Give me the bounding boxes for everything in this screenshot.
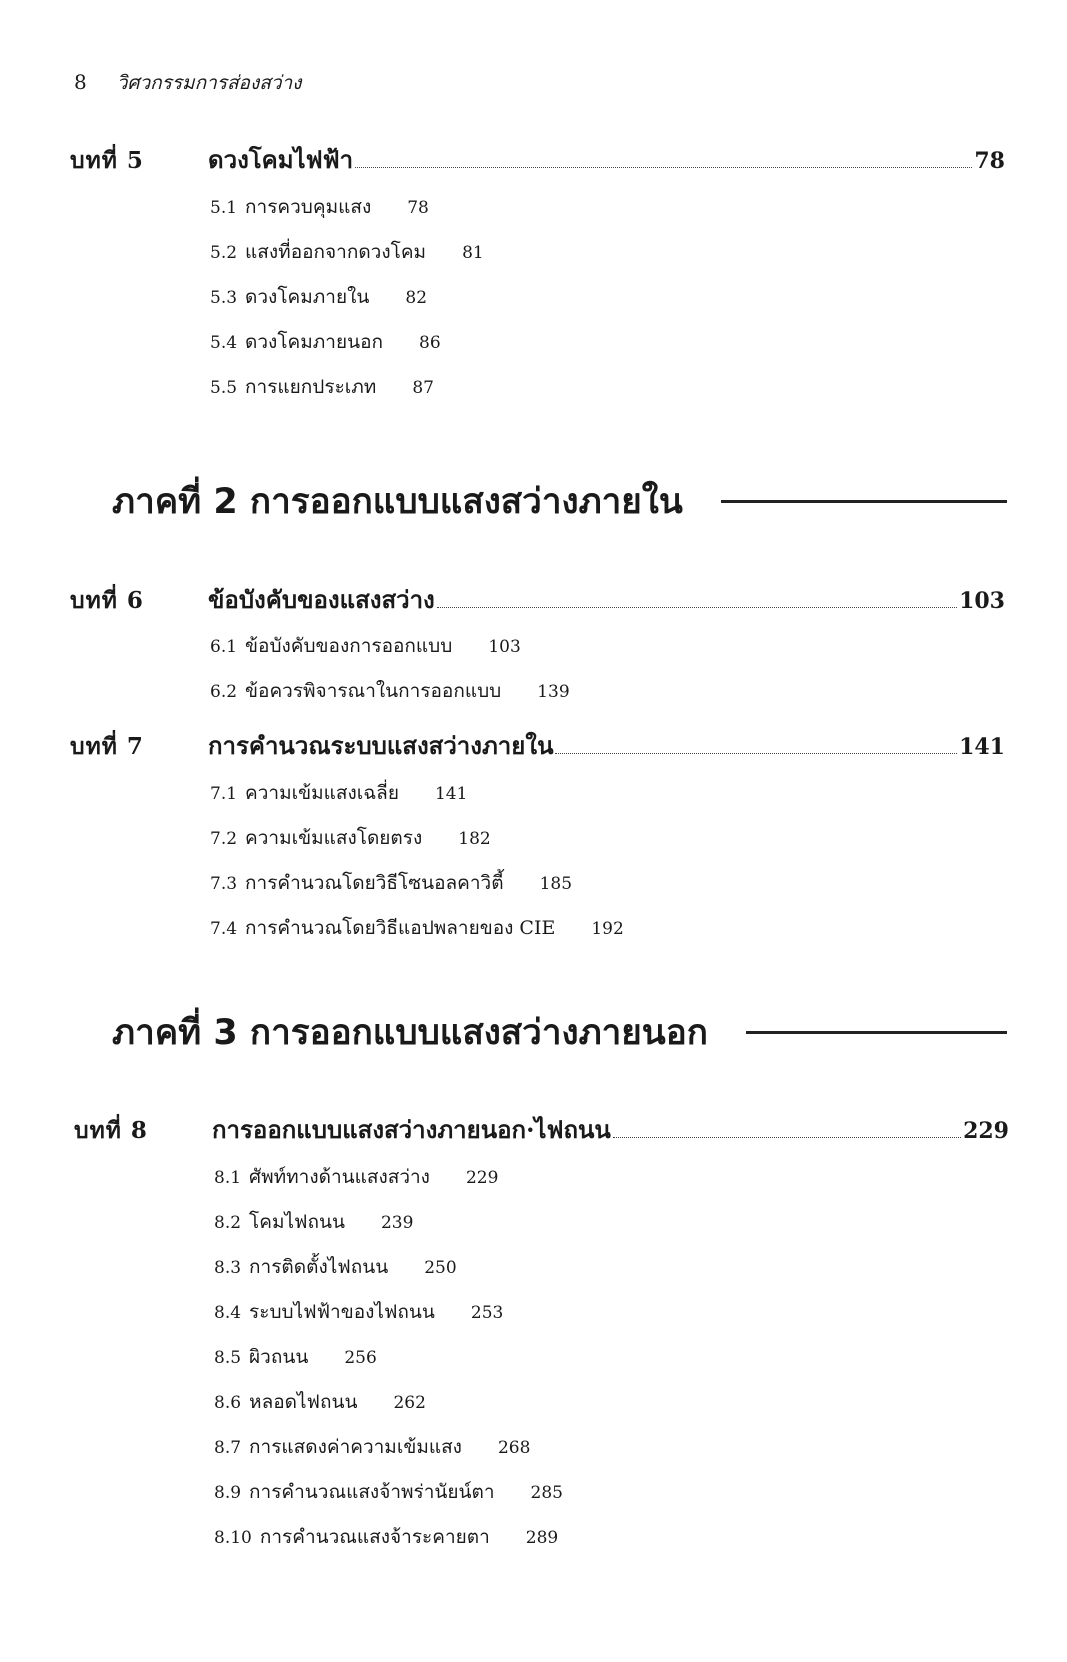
section-page: 81 [462, 243, 484, 263]
section-entry[interactable] [210, 778, 467, 808]
section-title: การคำนวณโดยวิธีโซนอลคาวิตี้ [245, 872, 504, 894]
chapter-title: ดวงโคมไฟฟ้า [208, 145, 354, 174]
section-page: 87 [412, 378, 434, 398]
section-entry[interactable] [210, 676, 570, 706]
section-entry[interactable] [210, 372, 434, 402]
chapter-page: 141 [959, 734, 1005, 760]
section-number: 8.1 [214, 1168, 242, 1188]
section-title: การควบคุมแสง [245, 196, 372, 218]
chapter-page: 229 [963, 1118, 1009, 1144]
chapter-label: บทที่ 5 [70, 147, 144, 174]
section-title: การติดตั้งไฟถนน [249, 1256, 389, 1278]
section-number: 6.2 [210, 682, 238, 702]
section-title: การแยกประเภท [245, 376, 377, 398]
section-entry[interactable] [214, 1387, 426, 1417]
part-2-heading [112, 474, 1007, 529]
section-page: 182 [458, 829, 491, 849]
section-title: แสงที่ออกจากดวงโคม [245, 241, 427, 263]
section-entry[interactable] [210, 192, 429, 222]
chapter-page: 78 [974, 148, 1005, 174]
section-entry[interactable] [214, 1477, 563, 1507]
section-number: 7.1 [210, 784, 238, 804]
section-number: 8.3 [214, 1258, 242, 1278]
section-number: 5.2 [210, 243, 238, 263]
section-page: 262 [393, 1393, 426, 1413]
section-number: 8.6 [214, 1393, 242, 1413]
section-page: 139 [537, 682, 570, 702]
section-title: การแสดงค่าความเข้มแสง [249, 1436, 462, 1458]
section-number: 8.7 [214, 1438, 242, 1458]
chapter-8-entry[interactable] [74, 1110, 1009, 1149]
section-page: 285 [530, 1483, 563, 1503]
dot-leader [437, 607, 957, 608]
section-entry[interactable] [214, 1342, 377, 1372]
section-entry[interactable] [214, 1297, 503, 1327]
section-title: หลอดไฟถนน [249, 1391, 358, 1413]
chapter-label: บทที่ 7 [70, 733, 144, 760]
section-entry[interactable] [210, 282, 427, 312]
section-page: 253 [470, 1303, 504, 1323]
section-number: 5.1 [210, 198, 238, 218]
section-entry[interactable] [214, 1207, 413, 1237]
section-page: 141 [434, 784, 468, 804]
heading-rule [721, 500, 1007, 503]
book-title: วิศวกรรมการส่องสว่าง [116, 72, 302, 94]
section-number: 7.4 [210, 919, 238, 939]
section-page: 250 [424, 1258, 457, 1278]
dot-leader [555, 753, 957, 754]
section-page: 185 [539, 874, 573, 894]
section-page: 82 [405, 288, 428, 308]
section-number: 5.3 [210, 288, 238, 308]
page-number: 8 [74, 70, 87, 94]
dot-leader [355, 167, 972, 168]
section-page: 289 [525, 1528, 559, 1548]
chapter-label: บทที่ 8 [74, 1117, 148, 1144]
chapter-5-entry[interactable] [70, 140, 1005, 179]
part-title: ภาคที่ 3 การออกแบบแสงสว่างภายนอก [112, 1013, 708, 1053]
part-3-heading [112, 1005, 1007, 1060]
section-entry[interactable] [214, 1162, 498, 1192]
section-title: การคำนวณแสงจ้าพร่านัยน์ตา [249, 1481, 495, 1503]
section-entry[interactable] [210, 913, 624, 943]
section-number: 5.4 [210, 333, 238, 353]
section-page: 192 [591, 919, 624, 939]
heading-rule [746, 1031, 1007, 1034]
running-header [74, 68, 301, 98]
chapter-title: ข้อบังคับของแสงสว่าง [208, 585, 435, 614]
section-number: 7.2 [210, 829, 238, 849]
chapter-title: การออกแบบแสงสว่างภายนอก·ไฟถนน [212, 1115, 611, 1144]
section-entry[interactable] [214, 1432, 530, 1462]
section-title: การคำนวณแสงจ้าระคายตา [259, 1526, 490, 1548]
section-title: การคำนวณโดยวิธีแอปพลายของ CIE [245, 917, 556, 939]
section-number: 8.5 [214, 1348, 242, 1368]
chapter-label: บทที่ 6 [70, 587, 144, 614]
section-title: ข้อควรพิจารณาในการออกแบบ [245, 680, 502, 702]
section-number: 8.9 [214, 1483, 242, 1503]
section-entry[interactable] [210, 868, 572, 898]
section-number: 6.1 [210, 637, 238, 657]
section-entry[interactable] [210, 237, 484, 267]
chapter-6-entry[interactable] [70, 580, 1005, 619]
section-page: 86 [419, 333, 441, 353]
section-page: 229 [465, 1168, 499, 1188]
section-title: ระบบไฟฟ้าของไฟถนน [249, 1301, 435, 1323]
section-title: ความเข้มแสงโดยตรง [245, 827, 423, 849]
section-title: โคมไฟถนน [249, 1211, 345, 1233]
section-entry[interactable] [210, 631, 521, 661]
chapter-page: 103 [959, 588, 1005, 614]
chapter-title: การคำนวณระบบแสงสว่างภายใน [208, 731, 554, 760]
section-number: 8.10 [214, 1528, 252, 1548]
section-title: ดวงโคมภายใน [245, 286, 370, 308]
section-entry[interactable] [214, 1252, 457, 1282]
section-entry[interactable] [210, 823, 491, 853]
section-page: 256 [344, 1348, 377, 1368]
section-number: 8.2 [214, 1213, 242, 1233]
section-title: ความเข้มแสงเฉลี่ย [245, 782, 399, 804]
section-title: ศัพท์ทางด้านแสงสว่าง [249, 1166, 430, 1188]
section-page: 78 [407, 198, 429, 218]
section-page: 239 [380, 1213, 414, 1233]
chapter-7-entry[interactable] [70, 726, 1005, 765]
section-entry[interactable] [214, 1522, 558, 1552]
dot-leader [613, 1137, 961, 1138]
section-number: 5.5 [210, 378, 238, 398]
section-number: 8.4 [214, 1303, 242, 1323]
section-page: 103 [488, 637, 521, 657]
section-number: 7.3 [210, 874, 238, 894]
section-title: ผิวถนน [249, 1346, 309, 1368]
section-title: ข้อบังคับของการออกแบบ [245, 635, 453, 657]
part-title: ภาคที่ 2 การออกแบบแสงสว่างภายใน [112, 482, 683, 522]
section-title: ดวงโคมภายนอก [245, 331, 384, 353]
section-entry[interactable] [210, 327, 441, 357]
section-page: 268 [497, 1438, 531, 1458]
